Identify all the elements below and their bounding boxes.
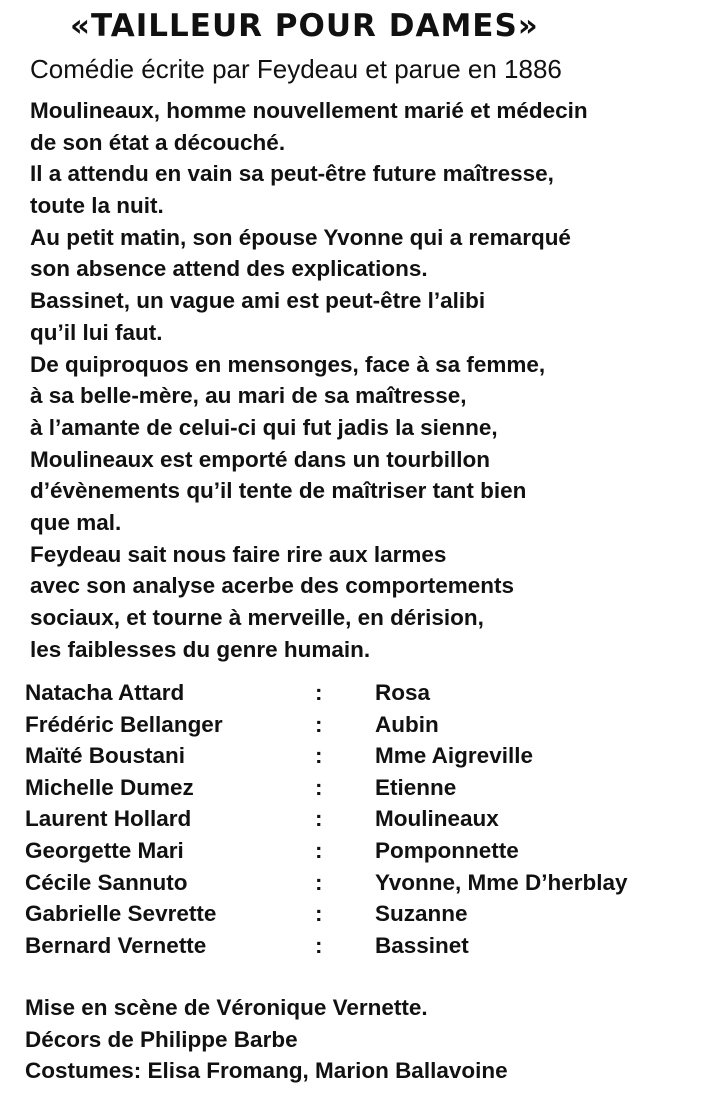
synopsis-line: qu’il lui faut. <box>30 319 163 345</box>
cast-row <box>25 867 695 899</box>
separator: : <box>315 901 323 927</box>
synopsis-line: Moulineaux, homme nouvellement marié et médecin <box>30 98 588 123</box>
actor-name: Georgette Mari <box>25 837 184 863</box>
separator: : <box>315 774 323 800</box>
synopsis-line: son absence attend des explications. <box>30 256 428 282</box>
cast-row <box>25 677 695 709</box>
credits <box>25 992 695 1087</box>
synopsis-line: Moulineaux est emporté dans un tourbillon <box>30 446 491 472</box>
role-name: Pomponnette <box>375 837 519 863</box>
synopsis-line: avec son analyse acerbe des comportements <box>30 573 514 599</box>
role-name: Mme Aigreville <box>375 743 533 769</box>
synopsis-line: Feydeau sait nous faire rire aux larmes <box>30 541 447 567</box>
cast-list <box>25 677 695 961</box>
actor-name: Natacha Attard <box>25 680 185 705</box>
role-name: Aubin <box>375 711 439 737</box>
cast-row <box>25 835 695 867</box>
synopsis <box>30 95 700 665</box>
actor-name: Maïté Boustani <box>25 743 186 769</box>
cast-row <box>25 898 695 930</box>
cast-row <box>25 772 695 804</box>
role-name: Yvonne, Mme D’herblay <box>375 869 628 895</box>
separator: : <box>315 869 323 895</box>
actor-name: Laurent Hollard <box>25 806 192 832</box>
credit-sets: Décors de Philippe Barbe <box>25 1026 298 1052</box>
synopsis-line: que mal. <box>30 509 122 535</box>
cast-row <box>25 709 695 741</box>
separator: : <box>315 680 323 705</box>
role-name: Bassinet <box>375 932 469 958</box>
actor-name: Gabrielle Sevrette <box>25 901 217 927</box>
role-name: Suzanne <box>375 901 468 927</box>
actor-name: Michelle Dumez <box>25 774 194 800</box>
page-title: «TAILLEUR POUR DAMES» <box>70 8 539 44</box>
role-name: Rosa <box>375 680 431 705</box>
separator: : <box>315 743 323 769</box>
separator: : <box>315 806 323 832</box>
actor-name: Cécile Sannuto <box>25 869 188 895</box>
credit-costumes: Costumes: Elisa Fromang, Marion Ballavoine <box>25 1058 508 1083</box>
separator: : <box>315 932 323 958</box>
synopsis-line: de son état a découché. <box>30 129 286 155</box>
page-subtitle: Comédie écrite par Feydeau et parue en 1886 <box>30 54 562 84</box>
synopsis-line: les faiblesses du genre humain. <box>30 636 371 662</box>
credit-director: Mise en scène de Véronique Vernette. <box>25 995 428 1020</box>
cast-row <box>25 740 695 772</box>
synopsis-line: d’évènements qu’il tente de maîtriser tant bien <box>30 478 527 504</box>
synopsis-line: Au petit matin, son épouse Yvonne qui a remarqué <box>30 224 571 250</box>
synopsis-line: à l’amante de celui-ci qui fut jadis la sienne, <box>30 414 498 440</box>
cast-row <box>25 930 695 962</box>
separator: : <box>315 711 323 737</box>
actor-name: Bernard Vernette <box>25 932 207 958</box>
role-name: Moulineaux <box>375 806 499 832</box>
synopsis-line: Il a attendu en vain sa peut-être future maîtresse, <box>30 161 554 187</box>
synopsis-line: à sa belle-mère, au mari de sa maîtresse, <box>30 383 467 409</box>
role-name: Etienne <box>375 774 457 800</box>
cast-row <box>25 803 695 835</box>
actor-name: Frédéric Bellanger <box>25 711 223 737</box>
separator: : <box>315 837 323 863</box>
synopsis-line: toute la nuit. <box>30 193 164 219</box>
synopsis-line: De quiproquos en mensonges, face à sa femme, <box>30 351 546 377</box>
synopsis-line: sociaux, et tourne à merveille, en dérision, <box>30 605 484 630</box>
synopsis-line: Bassinet, un vague ami est peut-être l’alibi <box>30 288 486 314</box>
